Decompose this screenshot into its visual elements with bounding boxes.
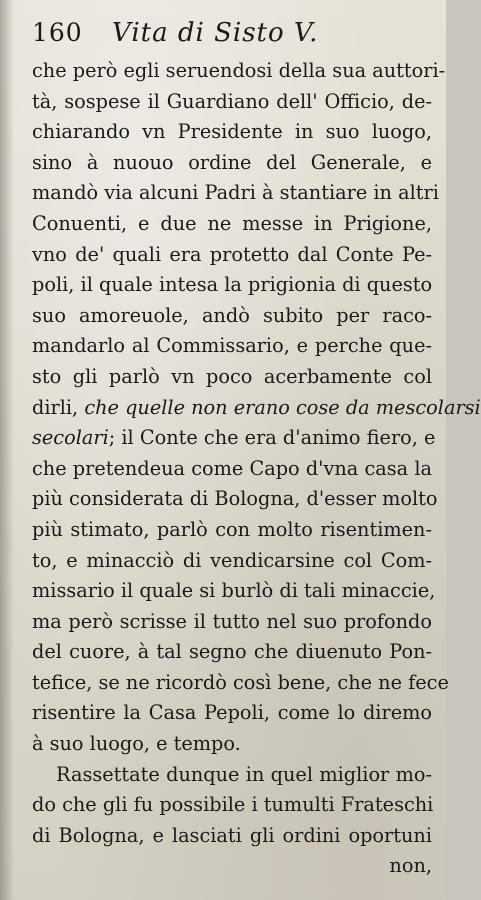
text-line <box>32 423 436 454</box>
text-line: risentire la Casa Pepoli, come lo diremo <box>32 701 432 725</box>
page-header <box>32 18 432 54</box>
running-title: Vita di Sisto V. <box>112 18 319 48</box>
text-line: Conuenti, e due ne messe in Prigione, <box>32 211 432 235</box>
text-line: to, e minacciò di vendicarsine col Com- <box>32 548 432 572</box>
italic-quote: che quelle non erano cose da mescolarsi <box>84 395 481 419</box>
text-line: chiarando vn Presidente in suo luogo, <box>32 120 432 144</box>
text-line: Rassettate dunque in quel miglior mo- <box>56 762 432 786</box>
italic-quote: secolari <box>32 426 109 450</box>
catchword: non, <box>389 854 432 878</box>
text-line: poli, il quale intesa la prigionia di questo <box>32 273 433 297</box>
text-line: à suo luogo, e tempo. <box>32 732 241 756</box>
text-fragment: dirli, <box>32 395 85 419</box>
text-line: che però egli seruendosi della sua auttori- <box>32 59 446 82</box>
text-line: mandò via alcuni Padri à stantiare in altri <box>32 181 439 205</box>
text-line: tefice, se ne ricordò così bene, che ne fece <box>32 670 449 694</box>
text-fragment: ; il Conte che era d'animo fiero, e <box>108 426 436 450</box>
body-text <box>32 56 481 882</box>
text-line: mandarlo al Commissario, e perche que- <box>32 334 432 358</box>
text-line: sino à nuouo ordine del Generale, e <box>32 150 432 174</box>
text-line: sto gli parlò vn poco acerbamente col <box>32 364 432 388</box>
paragraph <box>32 56 481 760</box>
text-line: che pretendeua come Capo d'vna casa la <box>32 456 432 480</box>
page-number: 160 <box>32 18 83 47</box>
text-line: suo amoreuole, andò subito per raco- <box>32 303 432 327</box>
text-line: vno de' quali era protetto dal Conte Pe- <box>32 242 432 266</box>
text-line: do che gli fu possibile i tumulti Frateschi <box>32 793 434 817</box>
text-line: più stimato, parlò con molto risentimen- <box>32 517 432 541</box>
text-line: più considerata di Bologna, d'esser molto <box>32 487 438 511</box>
text-line: di Bologna, e lasciati gli ordini oportuni <box>32 823 432 847</box>
text-line: del cuore, à tal segno che diuenuto Pon- <box>32 640 432 664</box>
text-line: missario il quale si burlò di tali minaccie, <box>32 579 436 603</box>
text-line: ma però scrisse il tutto nel suo profondo <box>32 609 432 633</box>
text-line: tà, sospese il Guardiano dell' Officio, de- <box>32 89 432 113</box>
text-line <box>32 393 481 424</box>
paragraph <box>32 760 432 882</box>
